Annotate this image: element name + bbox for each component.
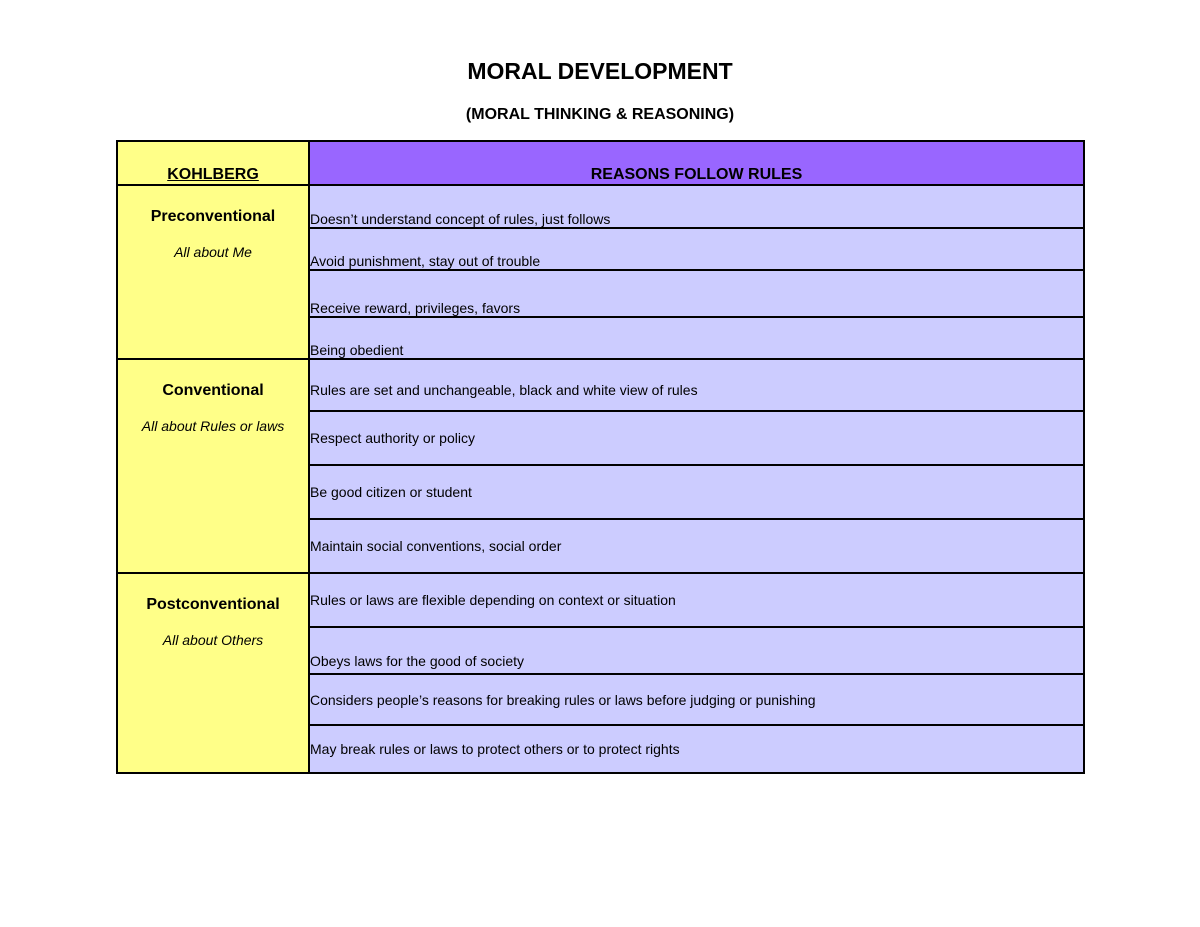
- reason-cell: Doesn’t understand concept of rules, just follows: [309, 185, 1084, 228]
- reason-cell: Be good citizen or student: [309, 465, 1084, 519]
- stage-name: Preconventional: [150, 208, 276, 225]
- page-title: MORAL DEVELOPMENT: [467, 58, 733, 84]
- reason-cell: Obeys laws for the good of society: [309, 627, 1084, 674]
- stage-description: All about Rules or laws: [141, 418, 285, 434]
- reason-cell: May break rules or laws to protect others or to protect rights: [309, 725, 1084, 773]
- stage-description: All about Others: [162, 632, 264, 648]
- stage-description: All about Me: [174, 244, 252, 260]
- stage-preconventional: [117, 185, 309, 359]
- stage-postconventional: [117, 573, 309, 773]
- reason-cell: Rules are set and unchangeable, black and white view of rules: [309, 359, 1084, 411]
- reason-cell: Respect authority or policy: [309, 411, 1084, 465]
- reason-cell: Receive reward, privileges, favors: [309, 270, 1084, 317]
- reason-cell: Maintain social conventions, social order: [309, 519, 1084, 573]
- reason-cell: Avoid punishment, stay out of trouble: [309, 228, 1084, 270]
- reason-cell: Rules or laws are flexible depending on context or situation: [309, 573, 1084, 627]
- reason-cell: Considers people’s reasons for breaking rules or laws before judging or punishing: [309, 674, 1084, 725]
- stage-conventional: [117, 359, 309, 573]
- moral-development-table: [116, 140, 1085, 774]
- header-reasons: REASONS FOLLOW RULES: [309, 141, 1084, 185]
- stage-name: Postconventional: [146, 596, 280, 613]
- reason-cell: Being obedient: [309, 317, 1084, 359]
- page-subtitle: (MORAL THINKING & REASONING): [465, 106, 735, 123]
- header-kohlberg: KOHLBERG: [117, 141, 309, 185]
- stage-name: Conventional: [162, 382, 264, 399]
